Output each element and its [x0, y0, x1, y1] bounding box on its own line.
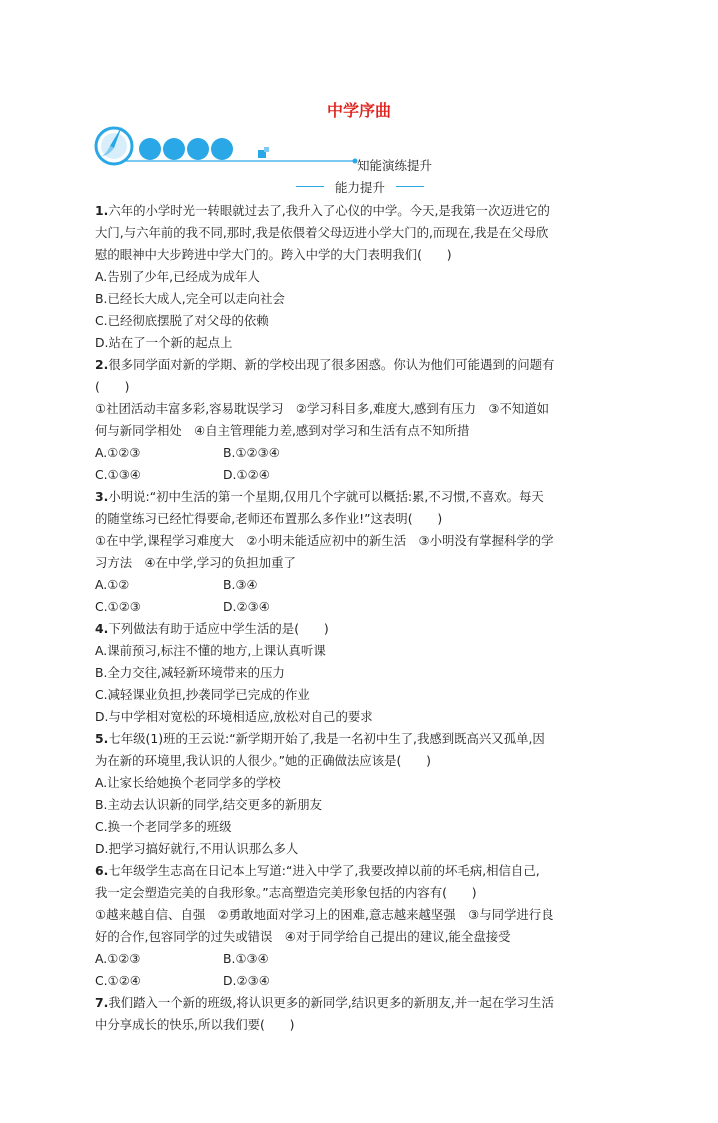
statement-line: ①社团活动丰富多彩,容易耽误学习 ②学习科目多,难度大,感到有压力 ③不知道如 [95, 401, 550, 416]
choice-row [95, 596, 625, 618]
answer-option: C.减轻课业负担,抄袭同学已完成的作业 [95, 687, 310, 702]
answer-choice: A.①② [95, 577, 130, 592]
answer-option: B.已经长大成人,完全可以走向社会 [95, 291, 285, 306]
question-4 [95, 618, 625, 728]
question-number: 1. [95, 203, 109, 218]
question-stem-text: 为在新的环境里,我认识的人很少。”她的正确做法应该是( ) [95, 753, 431, 768]
question-stem-text: 我一定会塑造完美的自我形象。”志高塑造完美形象包括的内容有( ) [95, 885, 477, 900]
answer-choice: B.①③④ [223, 951, 269, 966]
choice-row [95, 970, 625, 992]
question-stem-line [95, 244, 625, 266]
answer-choice: D.②③④ [223, 599, 270, 614]
answer-choice: C.①③④ [95, 467, 141, 482]
answer-option: B.主动去认识新的同学,结交更多的新朋友 [95, 797, 323, 812]
question-stem-text: ( ) [95, 379, 130, 394]
answer-option: A.告别了少年,已经成为成年人 [95, 269, 260, 284]
answer-option: C.换一个老同学多的班级 [95, 819, 232, 834]
statement-line: 习方法 ④在中学,学习的负担加重了 [95, 555, 296, 570]
question-stem-line [95, 376, 625, 398]
answer-option: C.已经彻底摆脱了对父母的依赖 [95, 313, 269, 328]
subsection-line-right [396, 186, 424, 187]
question-stem-text: 很多同学面对新的学期、新的学校出现了很多困惑。你认为他们可能遇到的问题有 [108, 357, 555, 372]
question-stem-text: 六年的小学时光一转眼就过去了,我升入了心仪的中学。今天,是我第一次迈进它的 [108, 203, 550, 218]
question-stem-text: 我们踏入一个新的班级,将认识更多的新同学,结识更多的新朋友,并一起在学习生活 [108, 995, 554, 1010]
question-stem-line [95, 200, 625, 222]
question-stem-line [95, 992, 625, 1014]
question-number: 6. [95, 863, 109, 878]
answer-choice: C.①②③ [95, 599, 141, 614]
question-stem-line [95, 486, 625, 508]
question-number: 2. [95, 357, 109, 372]
question-stem-text: 小明说:“初中生活的第一个星期,仅用几个字就可以概括:累,不习惯,不喜欢。每天 [108, 489, 544, 504]
section-label: 知能演练提升 [357, 158, 433, 173]
question-1 [95, 200, 625, 354]
statement-line: ①越来越自信、自强 ②勇敢地面对学习上的困难,意志越来越坚强 ③与同学进行良 [95, 907, 554, 922]
answer-choice: A.①②③ [95, 951, 141, 966]
answer-choice: C.①②④ [95, 973, 141, 988]
question-stem-text: 的随堂练习已经忙得要命,老师还布置那么多作业!”这表明( ) [95, 511, 443, 526]
choice-row [95, 442, 625, 464]
answer-option: A.让家长给她换个老同学多的学校 [95, 775, 281, 790]
subsection-header [296, 178, 424, 194]
question-stem-line [95, 860, 625, 882]
question-stem-line [95, 222, 625, 244]
question-list [95, 200, 625, 1036]
answer-choice: D.②③④ [223, 973, 270, 988]
question-stem-text: 下列做法有助于适应中学生活的是( ) [108, 621, 329, 636]
question-stem-text: 七年级学生志高在日记本上写道:“进入中学了,我要改掉以前的坏毛病,相信自己, [108, 863, 540, 878]
question-stem-line [95, 882, 625, 904]
subsection-label: 能力提升 [334, 180, 385, 195]
statement-line: 何与新同学相处 ④自主管理能力差,感到对学习和生活有点不知所措 [95, 423, 470, 438]
banner-dot-4 [211, 138, 233, 160]
choice-row [95, 948, 625, 970]
question-number: 3. [95, 489, 109, 504]
choice-row [95, 464, 625, 486]
page-title: 中学序曲 [326, 101, 391, 120]
question-stem-text: 七年级(1)班的王云说:“新学期开始了,我是一名初中生了,我感到既高兴又孤单,因 [108, 731, 545, 746]
banner-dot-2 [163, 138, 185, 160]
question-7 [95, 992, 625, 1036]
question-number: 5. [95, 731, 109, 746]
question-stem-line [95, 728, 625, 750]
statement-line: ①在中学,课程学习难度大 ②小明未能适应初中的新生活 ③小明没有掌握科学的学 [95, 533, 554, 548]
answer-option: D.把学习搞好就行,不用认识那么多人 [95, 841, 299, 856]
answer-option: A.课前预习,标注不懂的地方,上课认真听课 [95, 643, 326, 658]
question-stem-text: 慰的眼神中大步跨进中学大门的。跨入中学的大门表明我们( ) [95, 247, 452, 262]
question-6 [95, 860, 625, 992]
answer-option: D.与中学相对宽松的环境相适应,放松对自己的要求 [95, 709, 373, 724]
answer-option: B.全力交往,减轻新环境带来的压力 [95, 665, 285, 680]
question-stem-text: 中分享成长的快乐,所以我们要( ) [95, 1017, 295, 1032]
answer-choice: B.③④ [223, 577, 258, 592]
question-number: 7. [95, 995, 109, 1010]
answer-choice: B.①②③④ [223, 445, 280, 460]
question-stem-line [95, 508, 625, 530]
question-stem-text: 大门,与六年前的我不同,那时,我是依偎着父母迈进小学大门的,而现在,我是在父母欣 [95, 225, 549, 240]
question-stem-line [95, 1014, 625, 1036]
answer-choice: D.①②④ [223, 467, 270, 482]
question-stem-line [95, 618, 625, 640]
answer-option: D.站在了一个新的起点上 [95, 335, 233, 350]
question-stem-line [95, 750, 625, 772]
question-number: 4. [95, 621, 109, 636]
statement-line: 好的合作,包容同学的过失或错误 ④对于同学给自己提出的建议,能全盘接受 [95, 929, 511, 944]
choice-row [95, 574, 625, 596]
question-3 [95, 486, 625, 618]
question-stem-line [95, 354, 625, 376]
banner-dot-1 [139, 138, 161, 160]
question-5 [95, 728, 625, 860]
banner-dot-3 [187, 138, 209, 160]
answer-choice: A.①②③ [95, 445, 141, 460]
question-2 [95, 354, 625, 486]
